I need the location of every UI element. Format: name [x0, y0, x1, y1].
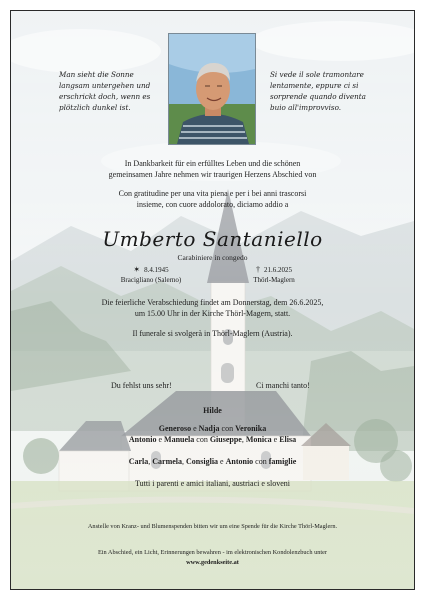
missed-german: Du fehlst uns sehr! — [111, 381, 172, 390]
intro-line: In Dankbarkeit für ein erfülltes Leben und die schönen — [124, 159, 301, 168]
mourner-name: Manuela — [164, 435, 195, 444]
condolence-website-link[interactable] — [11, 558, 414, 568]
quote-line: langsam untergehen und — [59, 81, 151, 90]
mourner-line-3 — [11, 456, 414, 467]
quote-line: erschrickt doch, wenn es — [59, 92, 151, 101]
quote-line: buio all'improvviso. — [270, 103, 342, 112]
mourner-connector: , — [182, 457, 185, 466]
mourner-name: Antonio — [128, 435, 157, 444]
quote-german — [59, 69, 169, 113]
mourner-name: Veronika — [235, 424, 267, 433]
mourner-name: Elisa — [279, 435, 297, 444]
mourner-connector: , — [241, 435, 244, 444]
mourners-friends: Tutti i parenti e amici italiani, austriaci e sloveni — [135, 479, 290, 488]
mourner-name: Nadja — [198, 424, 220, 433]
birth-info — [91, 265, 211, 285]
quote-line: plötzlich dunkel ist. — [59, 103, 131, 112]
mourner-connector: e — [193, 424, 197, 433]
quote-italian — [270, 69, 380, 113]
mourner-name: Giuseppe — [209, 435, 242, 444]
birth-date: 8.4.1945 — [144, 266, 169, 274]
intro-line: insieme, con cuore addolorato, diciamo addio a — [136, 200, 289, 209]
mourner-name: Monica — [245, 435, 272, 444]
mourner-connector: , — [148, 457, 151, 466]
deceased-name: Umberto Santaniello — [102, 227, 323, 251]
intro-italian — [11, 188, 414, 210]
portrait-of-man — [169, 34, 255, 144]
intro-line: Con gratitudine per una vita piena e per i bei anni trascorsi — [118, 189, 307, 198]
mourner-connector: e — [273, 435, 278, 444]
quote-line: lentamente, eppure ci si — [270, 81, 359, 90]
birth-star-symbol: ✶ — [133, 265, 141, 274]
mourner-connector: e — [220, 457, 224, 466]
website-url[interactable]: www.gedenkseite.at — [186, 559, 239, 566]
quote-line: Man sieht die Sonne — [59, 70, 134, 79]
obituary-card — [10, 10, 415, 590]
death-info — [214, 265, 334, 285]
death-place: Thörl-Maglern — [253, 276, 295, 284]
birth-place: Bracigliano (Salerno) — [120, 276, 182, 284]
mourner-connector: con — [221, 424, 234, 433]
death-cross-symbol: † — [256, 265, 260, 274]
mourner-connector: con — [196, 435, 208, 444]
mourner-name: Consiglia — [186, 457, 219, 466]
farewell-italian: Il funerale si svolgerà in Thörl-Maglern (Austria). — [132, 329, 293, 338]
mourner-line-1 — [11, 423, 414, 434]
missed-italian: Ci manchi tanto! — [256, 381, 310, 390]
donation-note: Anstelle von Kranz- und Blumenspenden bitten wir um eine Spende für die Kirche Thörl-Maglern. — [87, 523, 338, 530]
mourner-connector: con — [255, 457, 267, 466]
death-date: 21.6.2025 — [264, 266, 292, 274]
intro-line: gemeinsamen Jahre nehmen wir traurigen Herzens Abschied von — [108, 170, 317, 179]
portrait-photo — [168, 33, 256, 145]
mourner-connector: e — [158, 435, 163, 444]
condolence-note: Ein Abschied, ein Licht, Erinnerungen bewahren - im elektronischen Kondolenzbuch unter — [97, 549, 328, 556]
mourner-name: famiglie — [268, 457, 297, 466]
quote-line: sorprende quando diventa — [270, 92, 366, 101]
farewell-line: um 15.00 Uhr in der Kirche Thörl-Magern, statt. — [134, 309, 291, 318]
mourner-line-2 — [11, 434, 414, 445]
mourner-name: Carla — [128, 457, 149, 466]
mourner-name: Carmela — [152, 457, 183, 466]
quote-line: Si vede il sole tramontare — [270, 70, 364, 79]
intro-german — [11, 158, 414, 180]
mourner-name: Generoso — [158, 424, 192, 433]
farewell-line: Die feierliche Verabschiedung findet am Donnerstag, dem 26.6.2025, — [101, 298, 324, 307]
mourner-wife: Hilde — [203, 406, 222, 415]
deceased-title: Carabiniere in congedo — [177, 253, 248, 262]
farewell-german — [11, 297, 414, 319]
mourner-name: Antonio — [225, 457, 254, 466]
